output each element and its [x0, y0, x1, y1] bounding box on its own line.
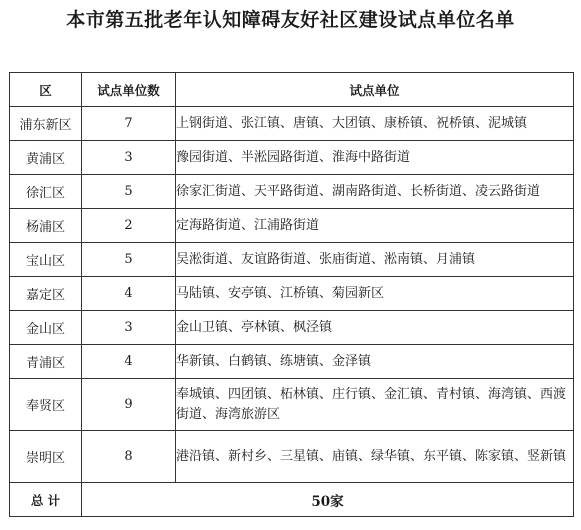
units-cell: 华新镇、白鹤镇、练塘镇、金泽镇	[176, 345, 574, 379]
units-cell: 奉城镇、四团镇、柘林镇、庄行镇、金汇镇、青村镇、海湾镇、西渡街道、海湾旅游区	[176, 379, 574, 431]
table-row	[10, 431, 574, 483]
table-row	[10, 141, 574, 175]
count-cell: 5	[82, 243, 176, 277]
district-cell: 奉贤区	[10, 379, 82, 431]
district-cell: 青浦区	[10, 345, 82, 379]
table-row	[10, 175, 574, 209]
units-cell: 豫园街道、半淞园路街道、淮海中路街道	[176, 141, 574, 175]
units-cell: 金山卫镇、亭林镇、枫泾镇	[176, 311, 574, 345]
count-cell: 4	[82, 345, 176, 379]
count-cell: 5	[82, 175, 176, 209]
count-cell: 2	[82, 209, 176, 243]
district-cell: 黄浦区	[10, 141, 82, 175]
total-value: 50家	[82, 483, 574, 517]
table-row	[10, 107, 574, 141]
units-cell: 徐家汇街道、天平路街道、湖南路街道、长桥街道、凌云路街道	[176, 175, 574, 209]
count-cell: 3	[82, 141, 176, 175]
count-cell: 7	[82, 107, 176, 141]
units-cell: 定海路街道、江浦路街道	[176, 209, 574, 243]
district-cell: 宝山区	[10, 243, 82, 277]
district-cell: 徐汇区	[10, 175, 82, 209]
count-cell: 3	[82, 311, 176, 345]
total-label: 总 计	[10, 483, 82, 517]
table-row	[10, 311, 574, 345]
pilot-units-table	[9, 72, 574, 517]
header-units: 试点单位	[176, 73, 574, 107]
district-cell: 杨浦区	[10, 209, 82, 243]
table-row	[10, 243, 574, 277]
table-header-row	[10, 73, 574, 107]
count-cell: 8	[82, 431, 176, 483]
units-cell: 吴淞街道、友谊路街道、张庙街道、淞南镇、月浦镇	[176, 243, 574, 277]
header-count: 试点单位数	[82, 73, 176, 107]
district-cell: 浦东新区	[10, 107, 82, 141]
count-cell: 4	[82, 277, 176, 311]
district-cell: 金山区	[10, 311, 82, 345]
table-row	[10, 345, 574, 379]
table-row	[10, 277, 574, 311]
units-cell: 港沿镇、新村乡、三星镇、庙镇、绿华镇、东平镇、陈家镇、竖新镇	[176, 431, 574, 483]
units-cell: 上钢街道、张江镇、唐镇、大团镇、康桥镇、祝桥镇、泥城镇	[176, 107, 574, 141]
table-row	[10, 379, 574, 431]
district-cell: 崇明区	[10, 431, 82, 483]
units-cell: 马陆镇、安亭镇、江桥镇、菊园新区	[176, 277, 574, 311]
table-row	[10, 209, 574, 243]
total-row	[10, 483, 574, 517]
district-cell: 嘉定区	[10, 277, 82, 311]
header-district: 区	[10, 73, 82, 107]
count-cell: 9	[82, 379, 176, 431]
document-title: 本市第五批老年认知障碍友好社区建设试点单位名单	[66, 9, 515, 31]
